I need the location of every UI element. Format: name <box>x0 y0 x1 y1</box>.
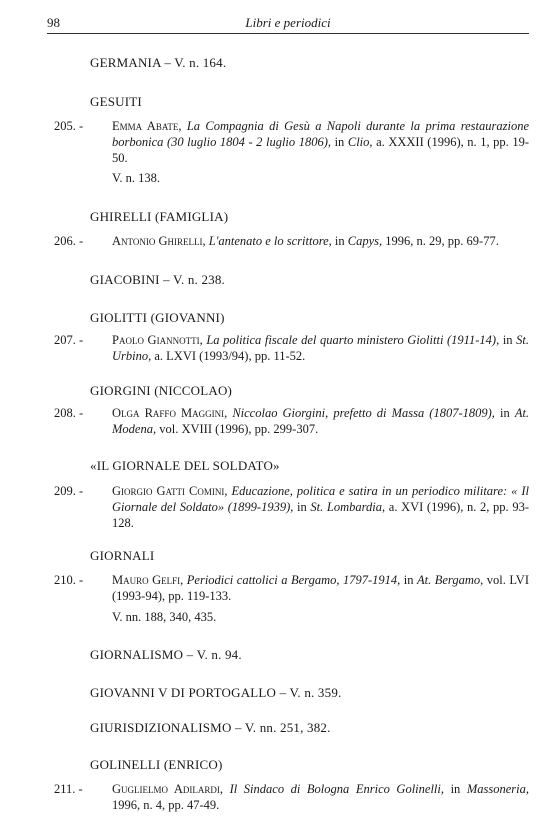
bibliography-entry <box>54 572 529 604</box>
bibliography-entry <box>54 233 529 249</box>
section-heading: GIACOBINI – V. n. 238. <box>90 272 226 287</box>
entry-number: 207. - <box>54 333 84 347</box>
entry-title: Il Sindaco di Bologna Enrico Golinelli, <box>229 782 444 796</box>
entry-journal: At. Bergamo, <box>417 573 484 587</box>
entry-number: 208. - <box>54 406 84 420</box>
section-heading: «IL GIORNALE DEL SOLDATO» <box>90 458 280 473</box>
section-heading: GIORNALISMO – V. n. 94. <box>90 647 242 662</box>
section-heading: GOLINELLI (ENRICO) <box>90 757 223 772</box>
entry-in: in <box>403 573 414 587</box>
section-heading: GIORNALI <box>90 548 155 563</box>
section-heading: GHIRELLI (FAMIGLIA) <box>90 209 229 224</box>
entry-details: a. XVI (1996), n. 2, pp. 93-128. <box>112 500 529 530</box>
entry-journal: At. Modena, <box>112 406 530 436</box>
entry-author: Antonio Ghirelli, <box>112 234 206 248</box>
bibliography-entry <box>54 483 529 531</box>
see-also-reference: V. nn. 188, 340, 435. <box>112 610 217 624</box>
entry-title: La Compagnia di Gesù a Napoli durante la prima restaurazione borbonica (30 luglio 1804 - 2 luglio 1806), <box>112 119 530 149</box>
entry-in: in <box>450 782 461 796</box>
bibliography-entry <box>54 332 529 364</box>
entry-number: 206. - <box>54 234 84 248</box>
entry-author: Paolo Giannotti, <box>112 333 203 347</box>
entry-number: 209. - <box>54 484 84 498</box>
section-heading: GERMANIA – V. n. 164. <box>90 55 227 70</box>
entry-number: 211. - <box>54 782 83 796</box>
entry-number: 210. - <box>54 573 84 587</box>
entry-journal: Clio, <box>347 135 373 149</box>
section-heading: GIOVANNI V DI PORTOGALLO – V. n. 359. <box>90 685 342 700</box>
entry-in: in <box>334 234 345 248</box>
entry-title: Educazione, politica e satira in un periodico militare: « Il Giornale del Soldato» (1899-1939), <box>112 484 530 514</box>
entry-journal: St. Urbino, <box>112 333 530 363</box>
entry-details: a. XXXII (1996), n. 1, pp. 19-50. <box>112 135 530 165</box>
entry-number: 205. - <box>54 119 84 133</box>
section-heading: GIORGINI (NICCOLAO) <box>90 383 233 398</box>
entry-in: in <box>334 135 345 149</box>
entry-author: Giorgio Gatti Comini, <box>112 484 228 498</box>
entry-in: in <box>502 333 513 347</box>
entry-in: in <box>500 406 510 420</box>
section-heading: GIURISDIZIONALISMO – V. nn. 251, 382. <box>90 720 331 735</box>
page-number: 98 <box>47 15 60 30</box>
entry-author: Olga Raffo Maggini, <box>112 406 228 420</box>
entry-details: a. LXVI (1993/94), pp. 11-52. <box>154 349 306 363</box>
see-also-reference: V. n. 138. <box>112 171 161 185</box>
bibliography-entry <box>54 118 529 166</box>
entry-in: in <box>297 500 307 514</box>
entry-author: Emma Abate, <box>112 119 182 133</box>
entry-journal: Capys, <box>347 234 383 248</box>
bibliography-entry <box>54 781 529 813</box>
entry-title: La politica fiscale del quarto ministero Giolitti (1911-14), <box>206 333 500 347</box>
entry-title: L'antenato e lo scrittore, <box>208 234 332 248</box>
entry-details: 1996, n. 4, pp. 47-49. <box>112 798 220 812</box>
bibliography-entry <box>54 405 529 437</box>
entry-title: Periodici cattolici a Bergamo, 1797-1914, <box>186 573 401 587</box>
entry-details: 1996, n. 29, pp. 69-77. <box>385 234 499 248</box>
entry-details: vol. LVI (1993-94), pp. 119-133. <box>112 573 529 603</box>
section-heading: GIOLITTI (GIOVANNI) <box>90 310 225 325</box>
page-header <box>47 15 529 34</box>
section-heading: GESUITI <box>90 94 142 109</box>
entry-author: Guglielmo Adilardi, <box>112 782 224 796</box>
entry-author: Mauro Gelfi, <box>112 573 184 587</box>
entry-title: Niccolao Giorgini, prefetto di Massa (1807-1809), <box>232 406 495 420</box>
entry-details: vol. XVIII (1996), pp. 299-307. <box>159 422 319 436</box>
entry-journal: St. Lombardia, <box>310 500 386 514</box>
entry-journal: Massoneria, <box>466 782 530 796</box>
running-title: Libri e periodici <box>245 15 331 30</box>
